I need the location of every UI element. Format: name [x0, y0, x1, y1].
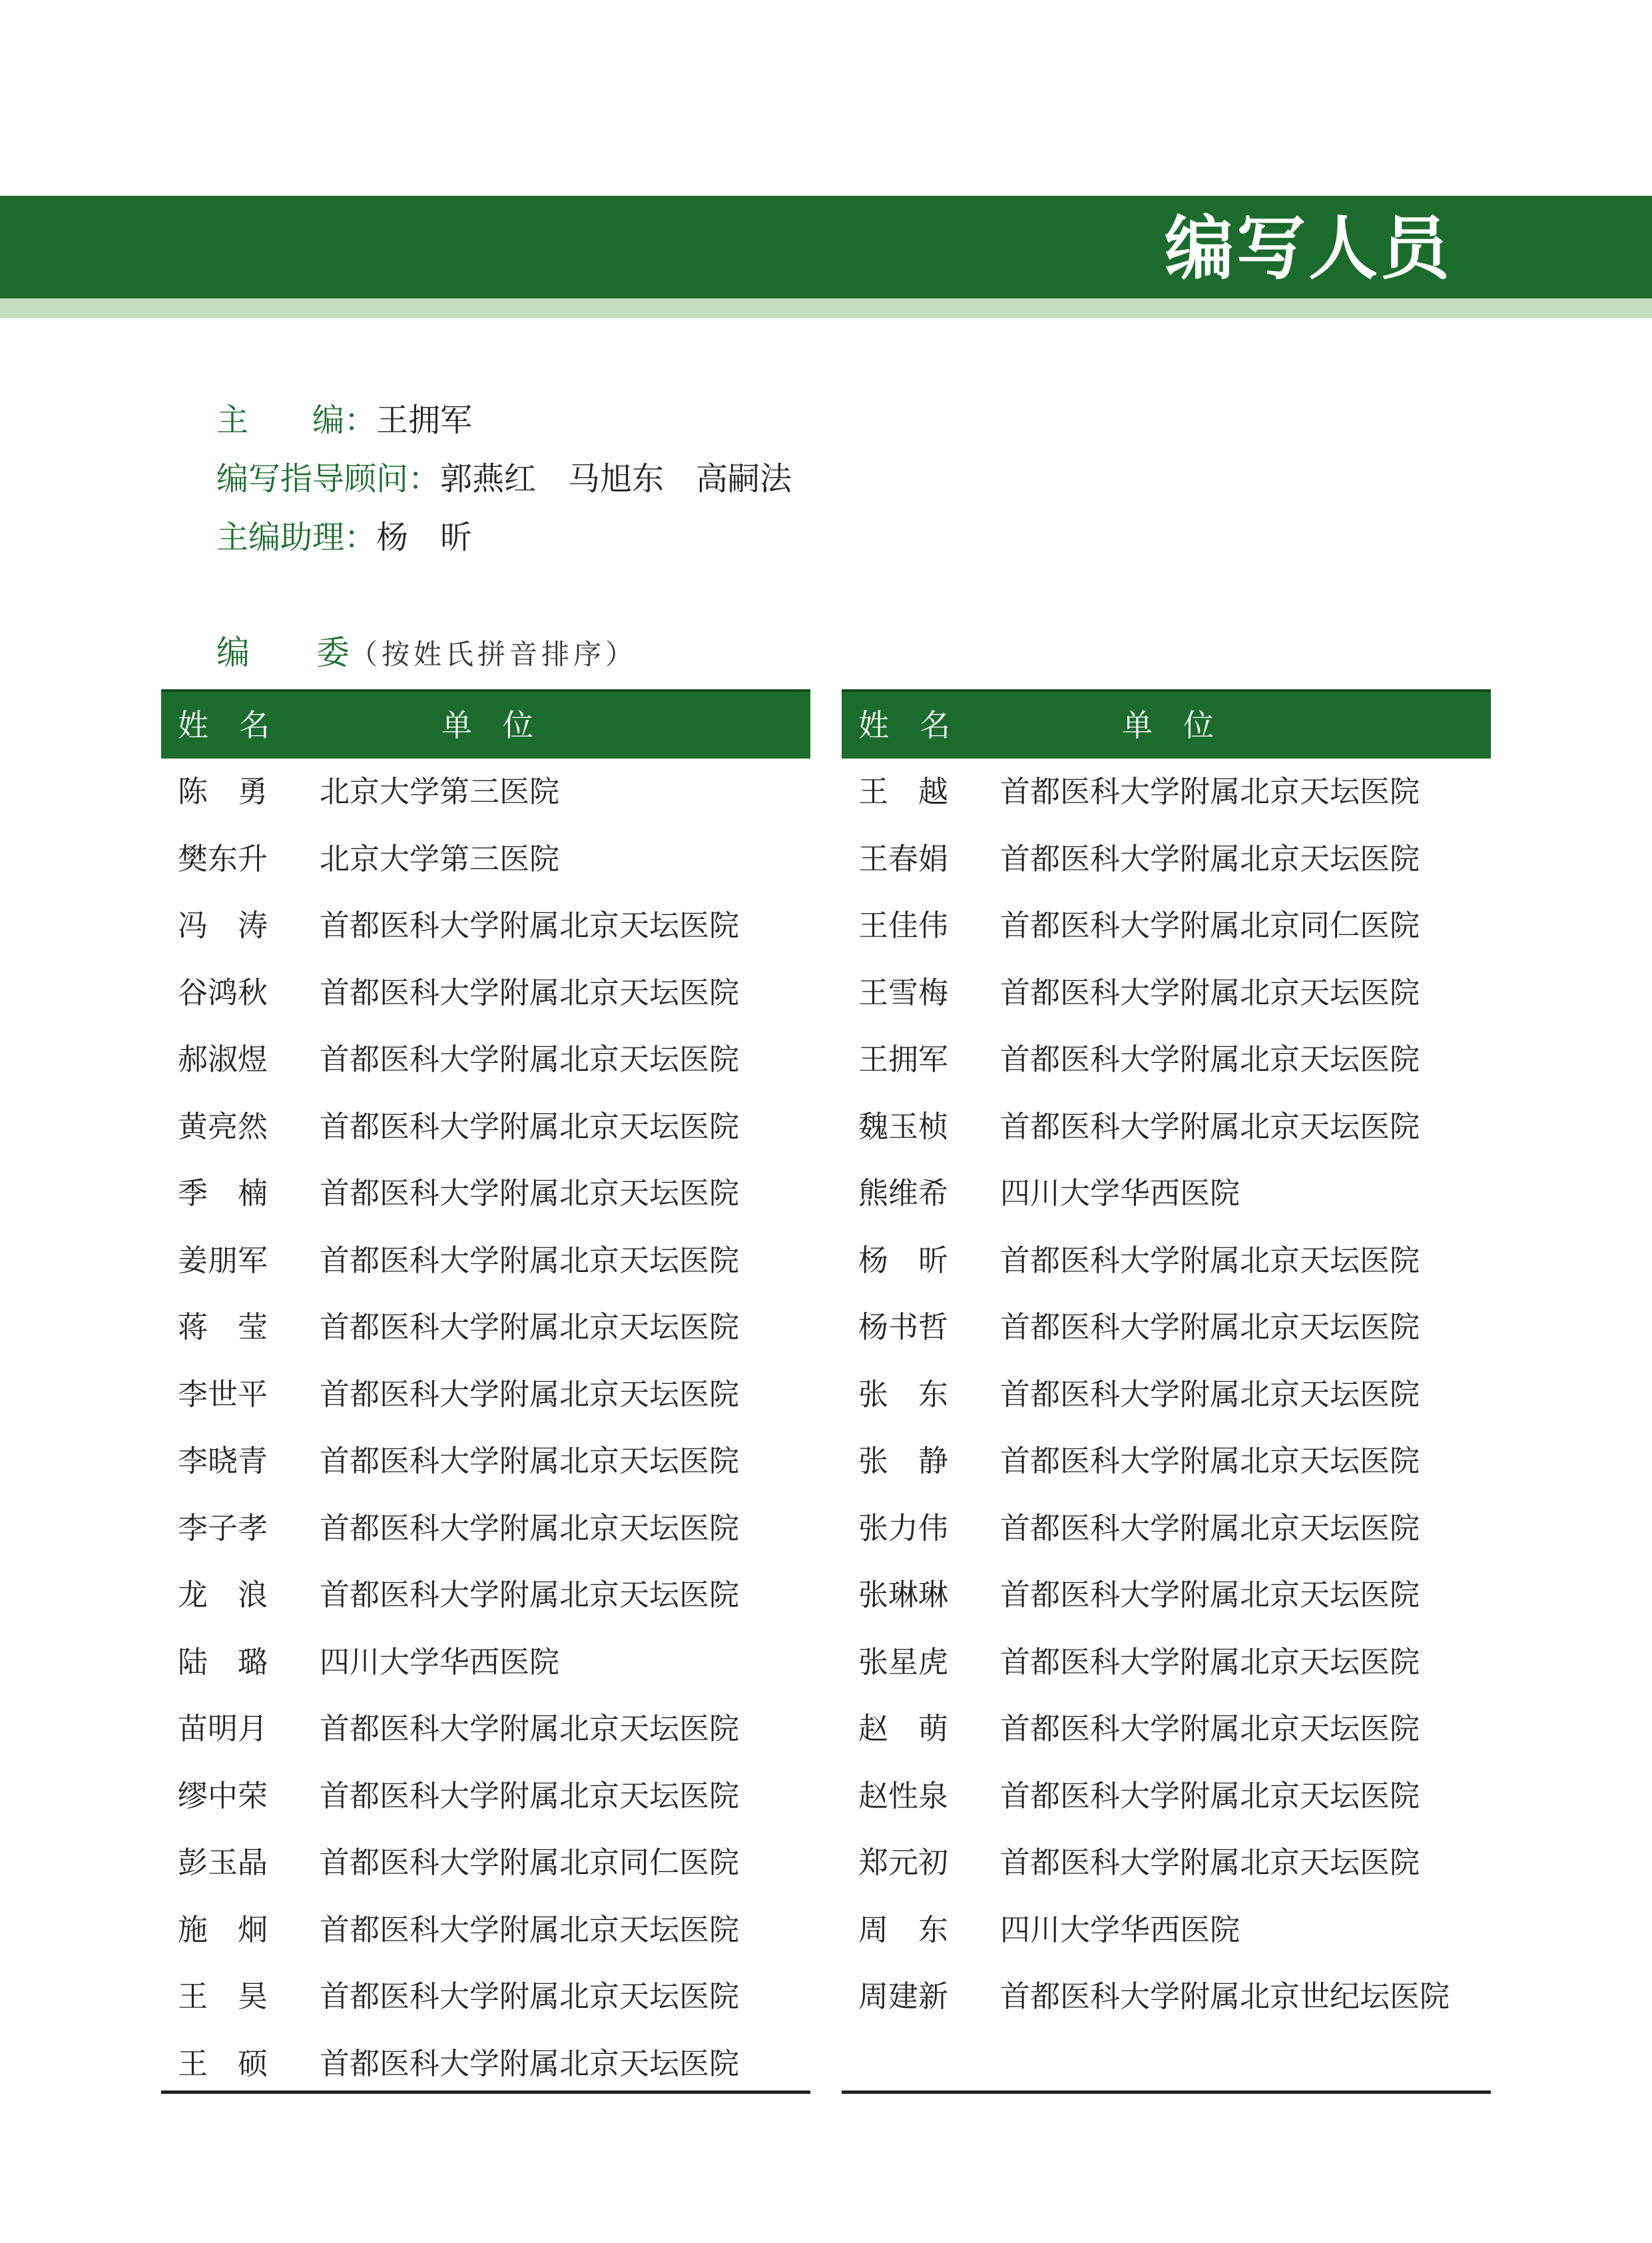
member-name: 李子孝 — [178, 1510, 268, 1546]
member-unit: 首都医科大学附属北京天坛医院 — [320, 1711, 740, 1746]
member-name: 赵性泉 — [858, 1777, 949, 1813]
member-unit: 首都医科大学附属北京天坛医院 — [320, 1979, 740, 2014]
member-unit: 首都医科大学附属北京天坛医院 — [320, 1911, 740, 1947]
table-row — [842, 1160, 1491, 1227]
table-row — [161, 826, 810, 893]
page-title: 编写人员 — [1164, 208, 1452, 289]
member-name: 龙 浪 — [178, 1577, 268, 1612]
table-row — [842, 1763, 1491, 1830]
member-name: 王 越 — [858, 774, 949, 809]
member-name: 张琳琳 — [858, 1577, 949, 1612]
table-row — [161, 1294, 810, 1361]
table-row — [161, 1763, 810, 1830]
credit-label: 主 编： — [216, 402, 377, 439]
committee-table-right — [842, 689, 1491, 2031]
table-row — [161, 1428, 810, 1495]
table-row — [842, 1495, 1491, 1562]
table-row — [842, 1897, 1491, 1964]
table-row — [161, 1227, 810, 1295]
committee-note: （按姓氏拼音排序） — [350, 638, 638, 671]
member-unit: 首都医科大学附属北京天坛医院 — [1000, 974, 1420, 1010]
member-name: 李世平 — [178, 1376, 268, 1412]
header-name: 姓 名 — [858, 707, 950, 743]
table-row — [161, 1026, 810, 1094]
member-unit: 首都医科大学附属北京天坛医院 — [1000, 1644, 1420, 1680]
member-unit: 首都医科大学附属北京天坛医院 — [320, 1577, 740, 1612]
member-unit: 首都医科大学附属北京天坛医院 — [320, 1376, 740, 1412]
member-name: 赵 萌 — [858, 1711, 949, 1746]
table-row — [161, 1629, 810, 1696]
table-row — [161, 1696, 810, 1763]
table-row — [842, 1428, 1491, 1495]
table-body — [161, 759, 810, 2097]
committee-table-left — [161, 689, 810, 2097]
member-name: 缪中荣 — [178, 1777, 268, 1813]
member-unit: 首都医科大学附属北京天坛医院 — [320, 1042, 740, 1077]
member-name: 施 炯 — [178, 1911, 268, 1947]
member-name: 郑元初 — [858, 1845, 949, 1880]
member-name: 季 楠 — [178, 1175, 268, 1211]
table-row — [161, 1963, 810, 2031]
header-unit: 单 位 — [441, 707, 533, 743]
table-row — [842, 1361, 1491, 1429]
member-name: 陈 勇 — [178, 774, 268, 809]
credit-value: 杨 昕 — [376, 519, 473, 556]
header-unit: 单 位 — [1122, 707, 1214, 743]
header-name: 姓 名 — [178, 707, 270, 743]
member-name: 王佳伟 — [858, 908, 949, 943]
member-name: 王春娟 — [858, 840, 949, 876]
member-unit: 首都医科大学附属北京天坛医院 — [1000, 1042, 1420, 1077]
table-row — [161, 1361, 810, 1429]
member-unit: 首都医科大学附属北京天坛医院 — [1000, 1777, 1420, 1813]
table-row — [161, 1562, 810, 1629]
member-name: 谷鸿秋 — [178, 974, 268, 1010]
member-name: 樊东升 — [178, 840, 268, 876]
member-name: 冯 涛 — [178, 908, 268, 943]
table-row — [842, 1294, 1491, 1361]
member-name: 魏玉桢 — [858, 1108, 949, 1144]
member-name: 张 东 — [858, 1376, 949, 1412]
member-name: 王 硕 — [178, 2045, 268, 2081]
member-name: 苗明月 — [178, 1711, 268, 1746]
member-unit: 北京大学第三医院 — [320, 774, 560, 809]
member-unit: 首都医科大学附属北京天坛医院 — [1000, 1711, 1420, 1746]
member-unit: 首都医科大学附属北京天坛医院 — [320, 1175, 740, 1211]
member-unit: 首都医科大学附属北京天坛医院 — [1000, 1376, 1420, 1412]
credit-label: 主编助理： — [216, 519, 377, 556]
member-unit: 首都医科大学附属北京天坛医院 — [320, 2045, 740, 2081]
member-unit: 首都医科大学附属北京天坛医院 — [1000, 1108, 1420, 1144]
member-unit: 首都医科大学附属北京天坛医院 — [1000, 1309, 1420, 1345]
member-name: 蒋 莹 — [178, 1309, 268, 1345]
table-row — [842, 759, 1491, 826]
member-unit: 首都医科大学附属北京天坛医院 — [1000, 774, 1420, 809]
member-name: 姜朋军 — [178, 1242, 268, 1278]
member-name: 李晓青 — [178, 1443, 268, 1478]
member-unit: 首都医科大学附属北京天坛医院 — [1000, 1443, 1420, 1478]
member-unit: 首都医科大学附属北京天坛医院 — [320, 1108, 740, 1144]
member-name: 张 静 — [858, 1443, 949, 1478]
member-name: 杨 昕 — [858, 1242, 949, 1278]
table-row — [161, 1160, 810, 1227]
member-unit: 首都医科大学附属北京天坛医院 — [1000, 1845, 1420, 1880]
credit-advisors — [216, 458, 792, 499]
table-row — [842, 1963, 1491, 2031]
table-row — [842, 1562, 1491, 1629]
member-unit: 首都医科大学附属北京天坛医院 — [320, 1777, 740, 1813]
member-unit: 首都医科大学附属北京同仁医院 — [1000, 908, 1420, 943]
table-row — [842, 1629, 1491, 1696]
table-row — [842, 960, 1491, 1027]
member-name: 周建新 — [858, 1979, 949, 2014]
table-row — [161, 960, 810, 1027]
table-row — [161, 1829, 810, 1897]
table-row — [161, 2031, 810, 2098]
member-name: 王雪梅 — [858, 974, 949, 1010]
table-row — [842, 1829, 1491, 1897]
credit-label: 编写指导顾问： — [216, 460, 441, 497]
member-unit: 四川大学华西医院 — [320, 1644, 560, 1680]
member-unit: 首都医科大学附属北京天坛医院 — [320, 974, 740, 1010]
committee-heading — [216, 629, 637, 676]
member-unit: 首都医科大学附属北京天坛医院 — [320, 1443, 740, 1478]
member-name: 郝淑煜 — [178, 1042, 268, 1077]
credit-chief-editor — [216, 400, 472, 441]
member-name: 陆 璐 — [178, 1644, 268, 1680]
member-unit: 首都医科大学附属北京世纪坛医院 — [1000, 1979, 1450, 2014]
credit-value: 郭燕红 马旭东 高嗣法 — [440, 460, 792, 497]
table-bottom-rule-left — [161, 2090, 810, 2094]
member-name: 黄亮然 — [178, 1108, 268, 1144]
table-row — [161, 892, 810, 960]
table-body — [842, 759, 1491, 2031]
table-row — [842, 1227, 1491, 1295]
member-unit: 首都医科大学附属北京同仁医院 — [320, 1845, 740, 1880]
member-name: 彭玉晶 — [178, 1845, 268, 1880]
member-name: 张力伟 — [858, 1510, 949, 1546]
member-unit: 首都医科大学附属北京天坛医院 — [320, 908, 740, 943]
table-row — [842, 1094, 1491, 1161]
member-unit: 首都医科大学附属北京天坛医院 — [320, 1309, 740, 1345]
title-banner-stripe — [0, 298, 1652, 318]
member-name: 张星虎 — [858, 1644, 949, 1680]
table-row — [842, 1696, 1491, 1763]
table-row — [842, 892, 1491, 960]
member-name: 杨书哲 — [858, 1309, 949, 1345]
table-header — [161, 689, 810, 759]
member-unit: 四川大学华西医院 — [1000, 1911, 1240, 1947]
table-row — [842, 826, 1491, 893]
member-unit: 北京大学第三医院 — [320, 840, 560, 876]
member-name: 王拥军 — [858, 1042, 949, 1077]
table-row — [161, 759, 810, 826]
member-unit: 首都医科大学附属北京天坛医院 — [1000, 840, 1420, 876]
table-bottom-rule-right — [842, 2090, 1491, 2094]
table-row — [842, 1026, 1491, 1094]
table-row — [161, 1094, 810, 1161]
member-unit: 首都医科大学附属北京天坛医院 — [1000, 1242, 1420, 1278]
committee-label: 编 委 — [216, 633, 350, 672]
member-unit: 四川大学华西医院 — [1000, 1175, 1240, 1211]
member-name: 熊维希 — [858, 1175, 949, 1211]
member-name: 王 昊 — [178, 1979, 268, 2014]
credit-editor-assistant — [216, 517, 472, 558]
member-name: 周 东 — [858, 1911, 949, 1947]
credit-value: 王拥军 — [376, 402, 473, 439]
member-unit: 首都医科大学附属北京天坛医院 — [320, 1510, 740, 1546]
member-unit: 首都医科大学附属北京天坛医院 — [320, 1242, 740, 1278]
table-header — [842, 689, 1491, 759]
member-unit: 首都医科大学附属北京天坛医院 — [1000, 1510, 1420, 1546]
table-row — [161, 1897, 810, 1964]
table-row — [161, 1495, 810, 1562]
member-unit: 首都医科大学附属北京天坛医院 — [1000, 1577, 1420, 1612]
